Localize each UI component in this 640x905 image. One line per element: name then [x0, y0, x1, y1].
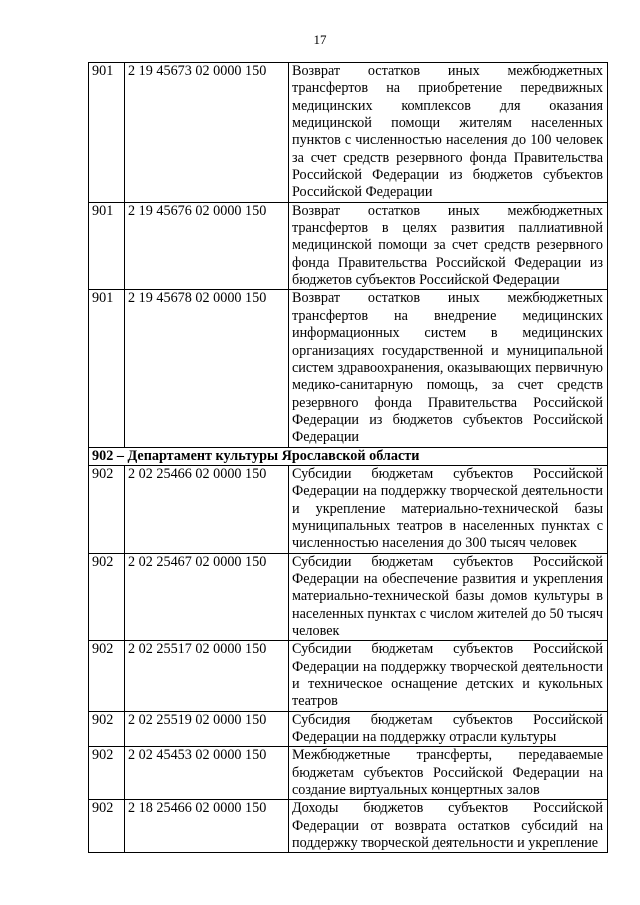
table-row [89, 641, 608, 711]
revenue-code-cell: 2 19 45676 02 0000 150 [125, 202, 289, 290]
revenue-code-cell: 2 02 25519 02 0000 150 [125, 711, 289, 747]
table-row [89, 202, 608, 290]
revenue-name-cell: Субсидии бюджетам субъектов Российской Федерации на поддержку творческой деятельности и техническое оснащение детских и кукольных театров [289, 641, 608, 711]
section-title: 902 – Департамент культуры Ярославской области [89, 447, 608, 465]
admin-code-cell: 902 [89, 641, 125, 711]
admin-code-cell: 902 [89, 747, 125, 800]
admin-code-cell: 901 [89, 202, 125, 290]
revenue-code-cell: 2 02 25466 02 0000 150 [125, 465, 289, 553]
revenue-name-cell: Возврат остатков иных межбюджетных трансфертов в целях развития паллиативной медицинской помощи за счет средств резервного фонда Правительства Российской Федерации из бюджетов субъектов Российской Федерации [289, 202, 608, 290]
table-row [89, 465, 608, 553]
revenue-name-cell: Доходы бюджетов субъектов Российской Федерации от возврата остатков субсидий на поддержку творческой деятельности и укрепление [289, 800, 608, 853]
page-number: 17 [313, 32, 327, 47]
revenue-name-cell: Возврат остатков иных межбюджетных трансфертов на приобретение передвижных медицинских комплексов для оказания медицинской помощи жителям населенных пунктов с численностью населения до 100 человек за счет средств резервного фонда Правительства Российской Федерации из бюджетов субъектов Российской Федерации [289, 63, 608, 203]
admin-code-cell: 901 [89, 290, 125, 447]
revenue-name-cell: Субсидии бюджетам субъектов Российской Федерации на поддержку творческой деятельности и укрепление материально-технической базы муниципальных театров в населенных пунктах с численностью населения до 300 тысяч человек [289, 465, 608, 553]
revenue-name-cell: Межбюджетные трансферты, передаваемые бюджетам субъектов Российской Федерации на создание виртуальных концертных залов [289, 747, 608, 800]
revenue-classification-table [88, 62, 608, 853]
revenue-code-cell: 2 02 25467 02 0000 150 [125, 553, 289, 641]
table-row [89, 747, 608, 800]
revenue-code-cell: 2 19 45673 02 0000 150 [125, 63, 289, 203]
table-row [89, 63, 608, 203]
table-row [89, 800, 608, 853]
revenue-code-cell: 2 19 45678 02 0000 150 [125, 290, 289, 447]
admin-code-cell: 902 [89, 553, 125, 641]
revenue-code-cell: 2 18 25466 02 0000 150 [125, 800, 289, 853]
section-row [89, 447, 608, 465]
admin-code-cell: 902 [89, 800, 125, 853]
revenue-name-cell: Субсидии бюджетам субъектов Российской Федерации на обеспечение развития и укрепления материально-технической базы домов культуры в населенных пунктах с числом жителей до 50 тысяч человек [289, 553, 608, 641]
table-row [89, 290, 608, 447]
revenue-name-cell: Возврат остатков иных межбюджетных трансфертов на внедрение медицинских информационных систем в медицинских организациях государственной и муниципальной систем здравоохранения, оказывающих первичную медико-санитарную помощь, за счет средств резервного фонда Правительства Российской Федерации из бюджетов субъектов Российской Федерации [289, 290, 608, 447]
table-row [89, 553, 608, 641]
admin-code-cell: 902 [89, 465, 125, 553]
admin-code-cell: 902 [89, 711, 125, 747]
admin-code-cell: 901 [89, 63, 125, 203]
revenue-code-cell: 2 02 25517 02 0000 150 [125, 641, 289, 711]
table-row [89, 711, 608, 747]
revenue-code-cell: 2 02 45453 02 0000 150 [125, 747, 289, 800]
revenue-name-cell: Субсидия бюджетам субъектов Российской Федерации на поддержку отрасли культуры [289, 711, 608, 747]
